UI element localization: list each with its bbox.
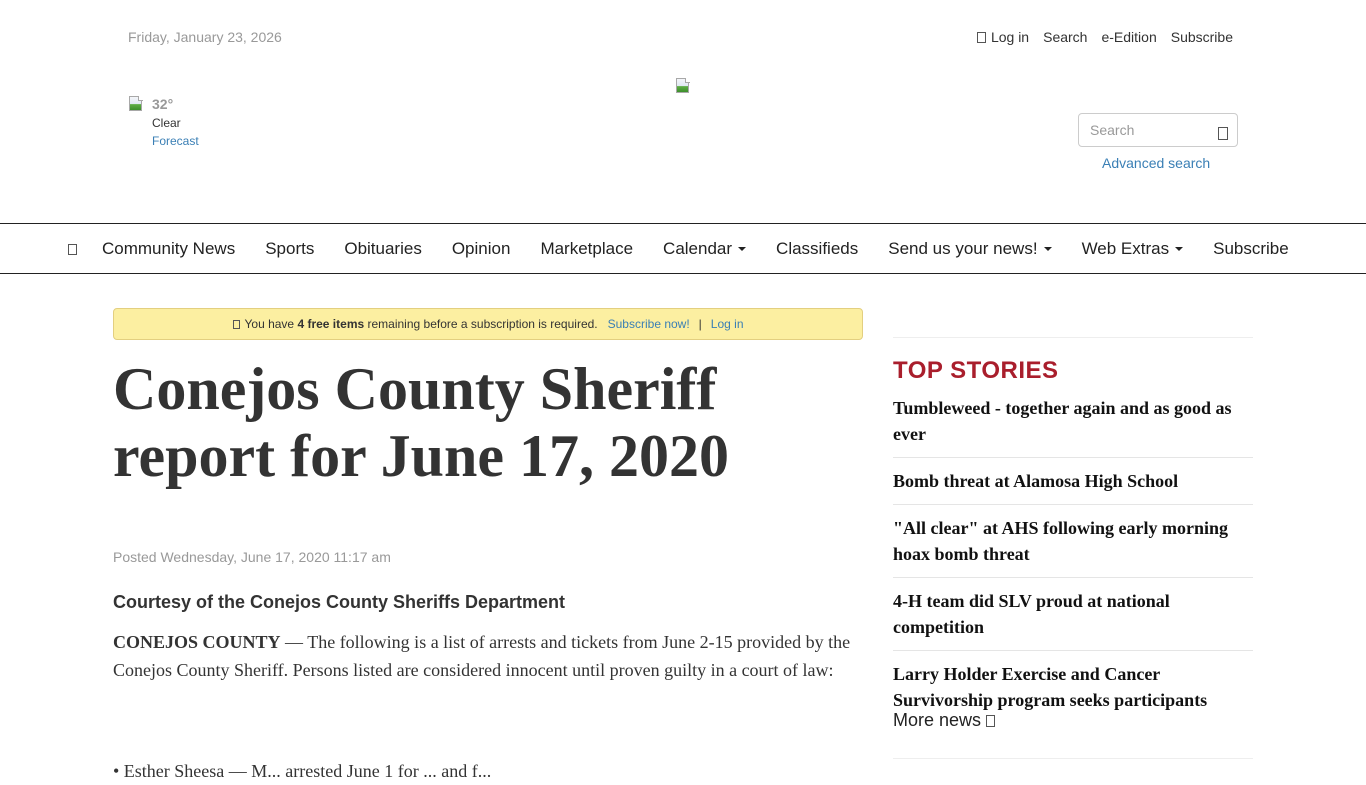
- dateline: CONEJOS COUNTY: [113, 632, 281, 652]
- nav-label: Classifieds: [776, 239, 859, 258]
- more-news-label: More news: [893, 710, 982, 730]
- caret-down-icon: [738, 247, 746, 251]
- search-link[interactable]: Search: [1043, 29, 1088, 45]
- top-utility-links: [977, 29, 1233, 45]
- login-link[interactable]: [977, 29, 1029, 45]
- nav-item-obituaries[interactable]: [329, 224, 436, 273]
- top-story-item[interactable]: Tumbleweed - together again and as good as ever: [893, 393, 1253, 458]
- nav-label: Marketplace: [540, 239, 634, 258]
- notice-login-link[interactable]: Log in: [710, 317, 744, 331]
- top-stories-title: TOP STORIES: [893, 357, 1059, 384]
- top-story-item[interactable]: "All clear" at AHS following early morning hoax bomb threat: [893, 513, 1253, 578]
- nav-label: Obituaries: [344, 239, 422, 258]
- top-story-item[interactable]: Larry Holder Exercise and Cancer Survivorship program seeks participants: [893, 664, 1208, 710]
- nav-item-community-news[interactable]: [87, 224, 250, 273]
- arrow-right-icon: [986, 715, 995, 727]
- caret-down-icon: [1044, 247, 1052, 251]
- notice-separator: |: [698, 317, 702, 331]
- weather-widget: [128, 96, 199, 150]
- broken-image-icon: [675, 78, 691, 94]
- login-link-label: Log in: [990, 29, 1030, 45]
- nav-item-opinion[interactable]: [437, 224, 526, 273]
- nav-item-send-news[interactable]: [873, 224, 1066, 273]
- notice-prefix: You have: [244, 317, 295, 331]
- main-nav: [0, 223, 1366, 274]
- article-headline: Conejos County Sheriff report for June 17, 2020: [113, 356, 730, 489]
- posted-date: Posted Wednesday, June 17, 2020 11:17 am: [113, 549, 391, 565]
- nav-item-calendar[interactable]: [648, 224, 761, 273]
- weather-condition: Clear: [152, 116, 181, 130]
- subscribe-now-link[interactable]: Subscribe now!: [607, 317, 690, 331]
- forecast-link[interactable]: Forecast: [152, 134, 199, 148]
- current-date: Friday, January 23, 2026: [128, 29, 282, 45]
- search-form: [1078, 113, 1238, 147]
- nav-item-sports[interactable]: [250, 224, 329, 273]
- article-paragraph: • Esther Sheesa — M... arrested June 1 for ... and f...: [113, 761, 492, 781]
- lede-text: — The following is a list of arrests and tickets from June 2-15 provided by the Conejos County Sheriff. Persons listed are considered innocent until proven guilty in a court of law:: [113, 632, 851, 680]
- top-story-item[interactable]: 4-H team did SLV proud at national competition: [893, 586, 1253, 651]
- more-news-link[interactable]: [893, 710, 995, 731]
- advanced-search-link[interactable]: Advanced search: [1102, 155, 1211, 171]
- caret-down-icon: [1175, 247, 1183, 251]
- nav-label: Community News: [102, 239, 236, 258]
- nav-item-web-extras[interactable]: [1067, 224, 1199, 273]
- weather-icon: [128, 96, 144, 112]
- notice-count: 4 free items: [297, 317, 365, 331]
- nav-label: Web Extras: [1081, 239, 1170, 258]
- article-credit: Courtesy of the Conejos County Sheriffs Department: [113, 592, 566, 612]
- nav-label: Calendar: [663, 239, 733, 258]
- site-logo[interactable]: [675, 78, 691, 94]
- nav-item-marketplace[interactable]: [525, 224, 648, 273]
- top-stories-list: [893, 393, 1253, 731]
- user-icon: [977, 32, 986, 43]
- nav-home[interactable]: [58, 224, 87, 273]
- nav-label: Send us your news!: [888, 239, 1038, 258]
- top-story-item[interactable]: Bomb threat at Alamosa High School: [893, 466, 1253, 505]
- weather-temperature: 32°: [152, 96, 174, 112]
- nav-label: Subscribe: [1213, 239, 1289, 258]
- sidebar-divider: [893, 758, 1253, 759]
- nav-item-classifieds[interactable]: [761, 224, 873, 273]
- free-items-notice: [113, 308, 863, 340]
- nav-item-subscribe[interactable]: [1198, 224, 1304, 273]
- search-input[interactable]: [1079, 122, 1209, 138]
- sidebar-divider: [893, 337, 1253, 338]
- search-icon[interactable]: [1218, 127, 1228, 140]
- info-icon: [233, 320, 240, 329]
- notice-suffix: remaining before a subscription is required.: [367, 317, 598, 331]
- article-lede: [113, 628, 863, 684]
- nav-label: Sports: [265, 239, 315, 258]
- nav-label: Opinion: [451, 239, 511, 258]
- e-edition-link[interactable]: e-Edition: [1101, 29, 1157, 45]
- home-icon: [68, 244, 77, 255]
- subscribe-link[interactable]: Subscribe: [1170, 29, 1233, 45]
